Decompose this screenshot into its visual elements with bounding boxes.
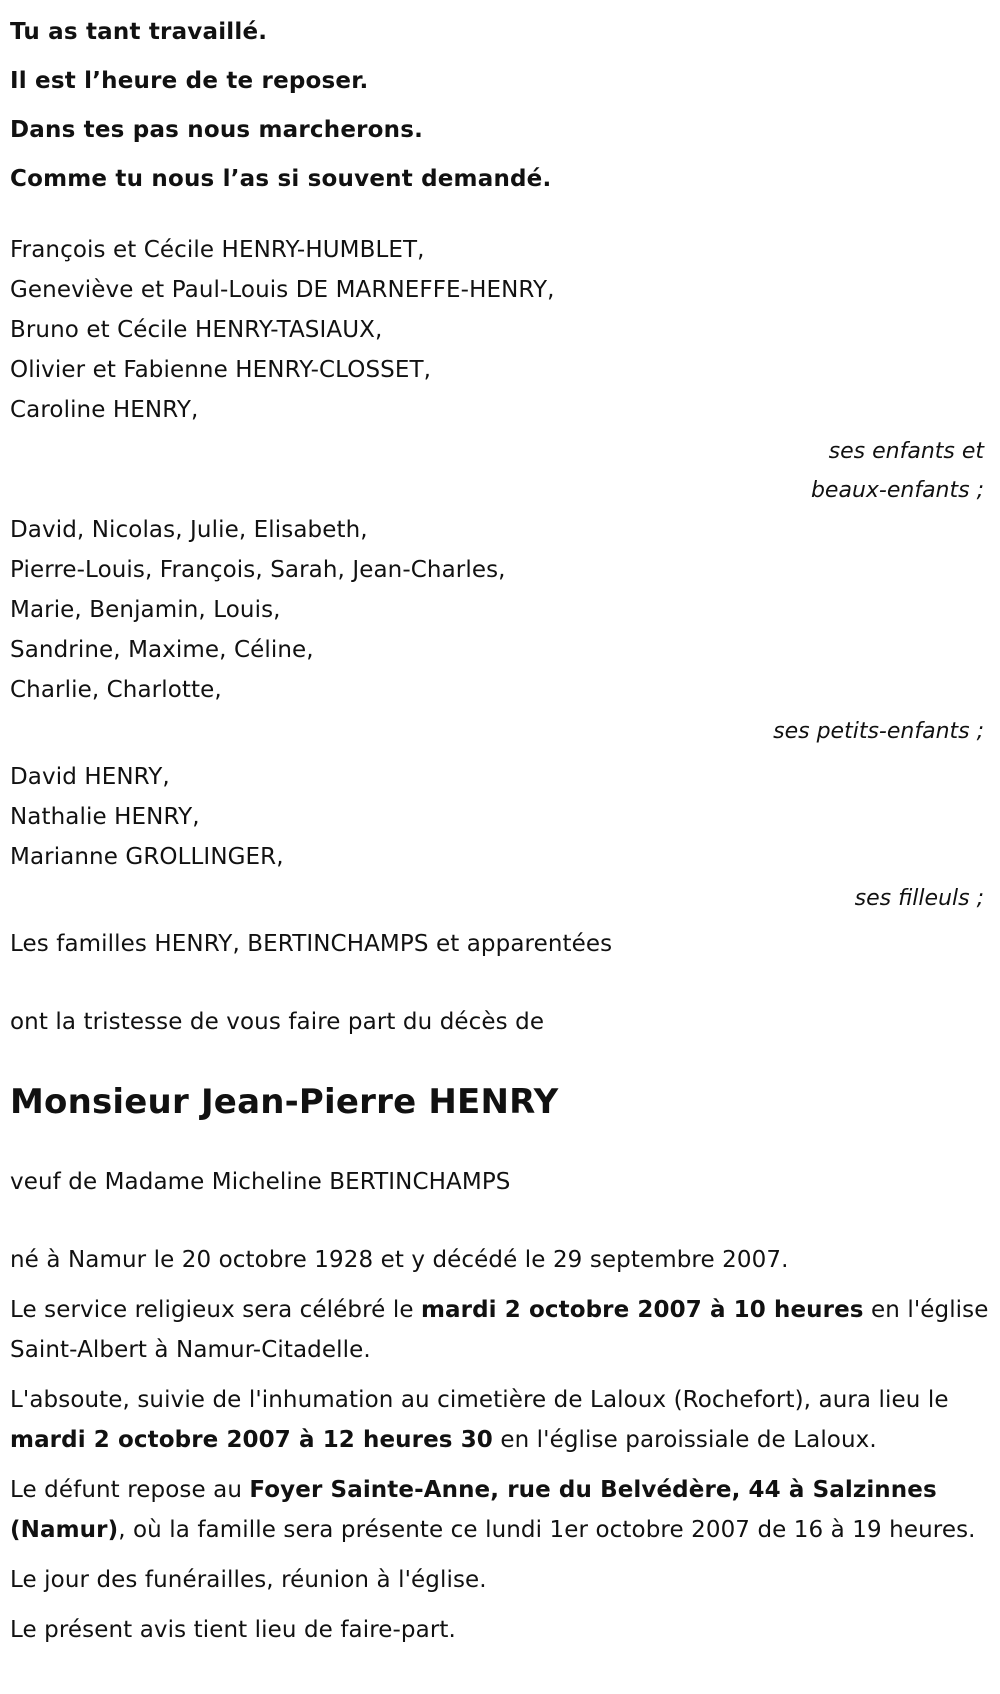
absoute-datetime: mardi 2 octobre 2007 à 12 heures 30 [10,1427,493,1453]
child-name: Olivier et Fabienne HENRY-CLOSSET, [10,357,432,383]
godchild-name: David HENRY, [10,764,170,790]
notice-line: Le présent avis tient lieu de faire-part. [10,1617,456,1643]
repose-address: Foyer Sainte-Anne, rue du Belvédère, 44 à Salzinnes (Namur) [10,1477,937,1543]
service-paragraph [10,1290,990,1370]
birth-death-line: né à Namur le 20 octobre 1928 et y décédé le 29 septembre 2007. [10,1247,789,1273]
grandchild-names: Marie, Benjamin, Louis, [10,597,281,623]
grandchild-names: Charlie, Charlotte, [10,677,222,703]
repose-text: Le défunt repose au [10,1477,250,1503]
children-list [10,230,990,510]
godchildren-list [10,757,990,918]
meeting-line: Le jour des funérailles, réunion à l'église. [10,1567,487,1593]
repose-paragraph [10,1470,990,1550]
grandchild-names: Sandrine, Maxime, Céline, [10,637,314,663]
poem-line: Dans tes pas nous marcherons. [10,117,424,143]
absoute-paragraph [10,1380,990,1460]
grandchildren-list [10,510,990,751]
deceased-name: Monsieur Jean-Pierre HENRY [10,1082,559,1122]
poem-line: Comme tu nous l’as si souvent demandé. [10,166,552,192]
child-name: Bruno et Cécile HENRY-TASIAUX, [10,317,383,343]
service-text: Le service religieux sera célébré le [10,1297,421,1323]
service-datetime: mardi 2 octobre 2007 à 10 heures [420,1297,864,1323]
godchild-name: Nathalie HENRY, [10,804,200,830]
repose-visiting-hours: , où la famille sera présente ce lundi 1er octobre 2007 de 16 à 19 heures. [118,1517,976,1543]
absoute-text: L'absoute, suivie de l'inhumation au cimetière de Laloux (Rochefort), aura lieu le [10,1387,949,1413]
poem-line: Tu as tant travaillé. [10,19,268,45]
absoute-location: en l'église paroissiale de Laloux. [492,1427,877,1453]
child-name: Geneviève et Paul-Louis DE MARNEFFE-HENRY, [10,277,555,303]
poem-line: Il est l’heure de te reposer. [10,68,369,94]
godchildren-caption: ses filleuls ; [854,886,984,911]
announcement-line: ont la tristesse de vous faire part du décès de [10,1009,545,1035]
child-name: François et Cécile HENRY-HUMBLET, [10,237,425,263]
grandchild-names: David, Nicolas, Julie, Elisabeth, [10,517,368,543]
grandchildren-caption: ses petits-enfants ; [773,719,984,744]
children-caption-2: beaux-enfants ; [810,478,984,503]
service-location: en l'église Saint-Albert à Namur-Citadelle. [10,1297,989,1363]
poem [10,8,990,204]
godchild-name: Marianne GROLLINGER, [10,844,284,870]
families-line: Les familles HENRY, BERTINCHAMPS et apparentées [10,931,613,957]
obituary-notice [10,8,990,1650]
grandchild-names: Pierre-Louis, François, Sarah, Jean-Charles, [10,557,506,583]
children-caption: ses enfants et [828,439,984,464]
child-name: Caroline HENRY, [10,397,199,423]
widower-line: veuf de Madame Micheline BERTINCHAMPS [10,1169,511,1195]
